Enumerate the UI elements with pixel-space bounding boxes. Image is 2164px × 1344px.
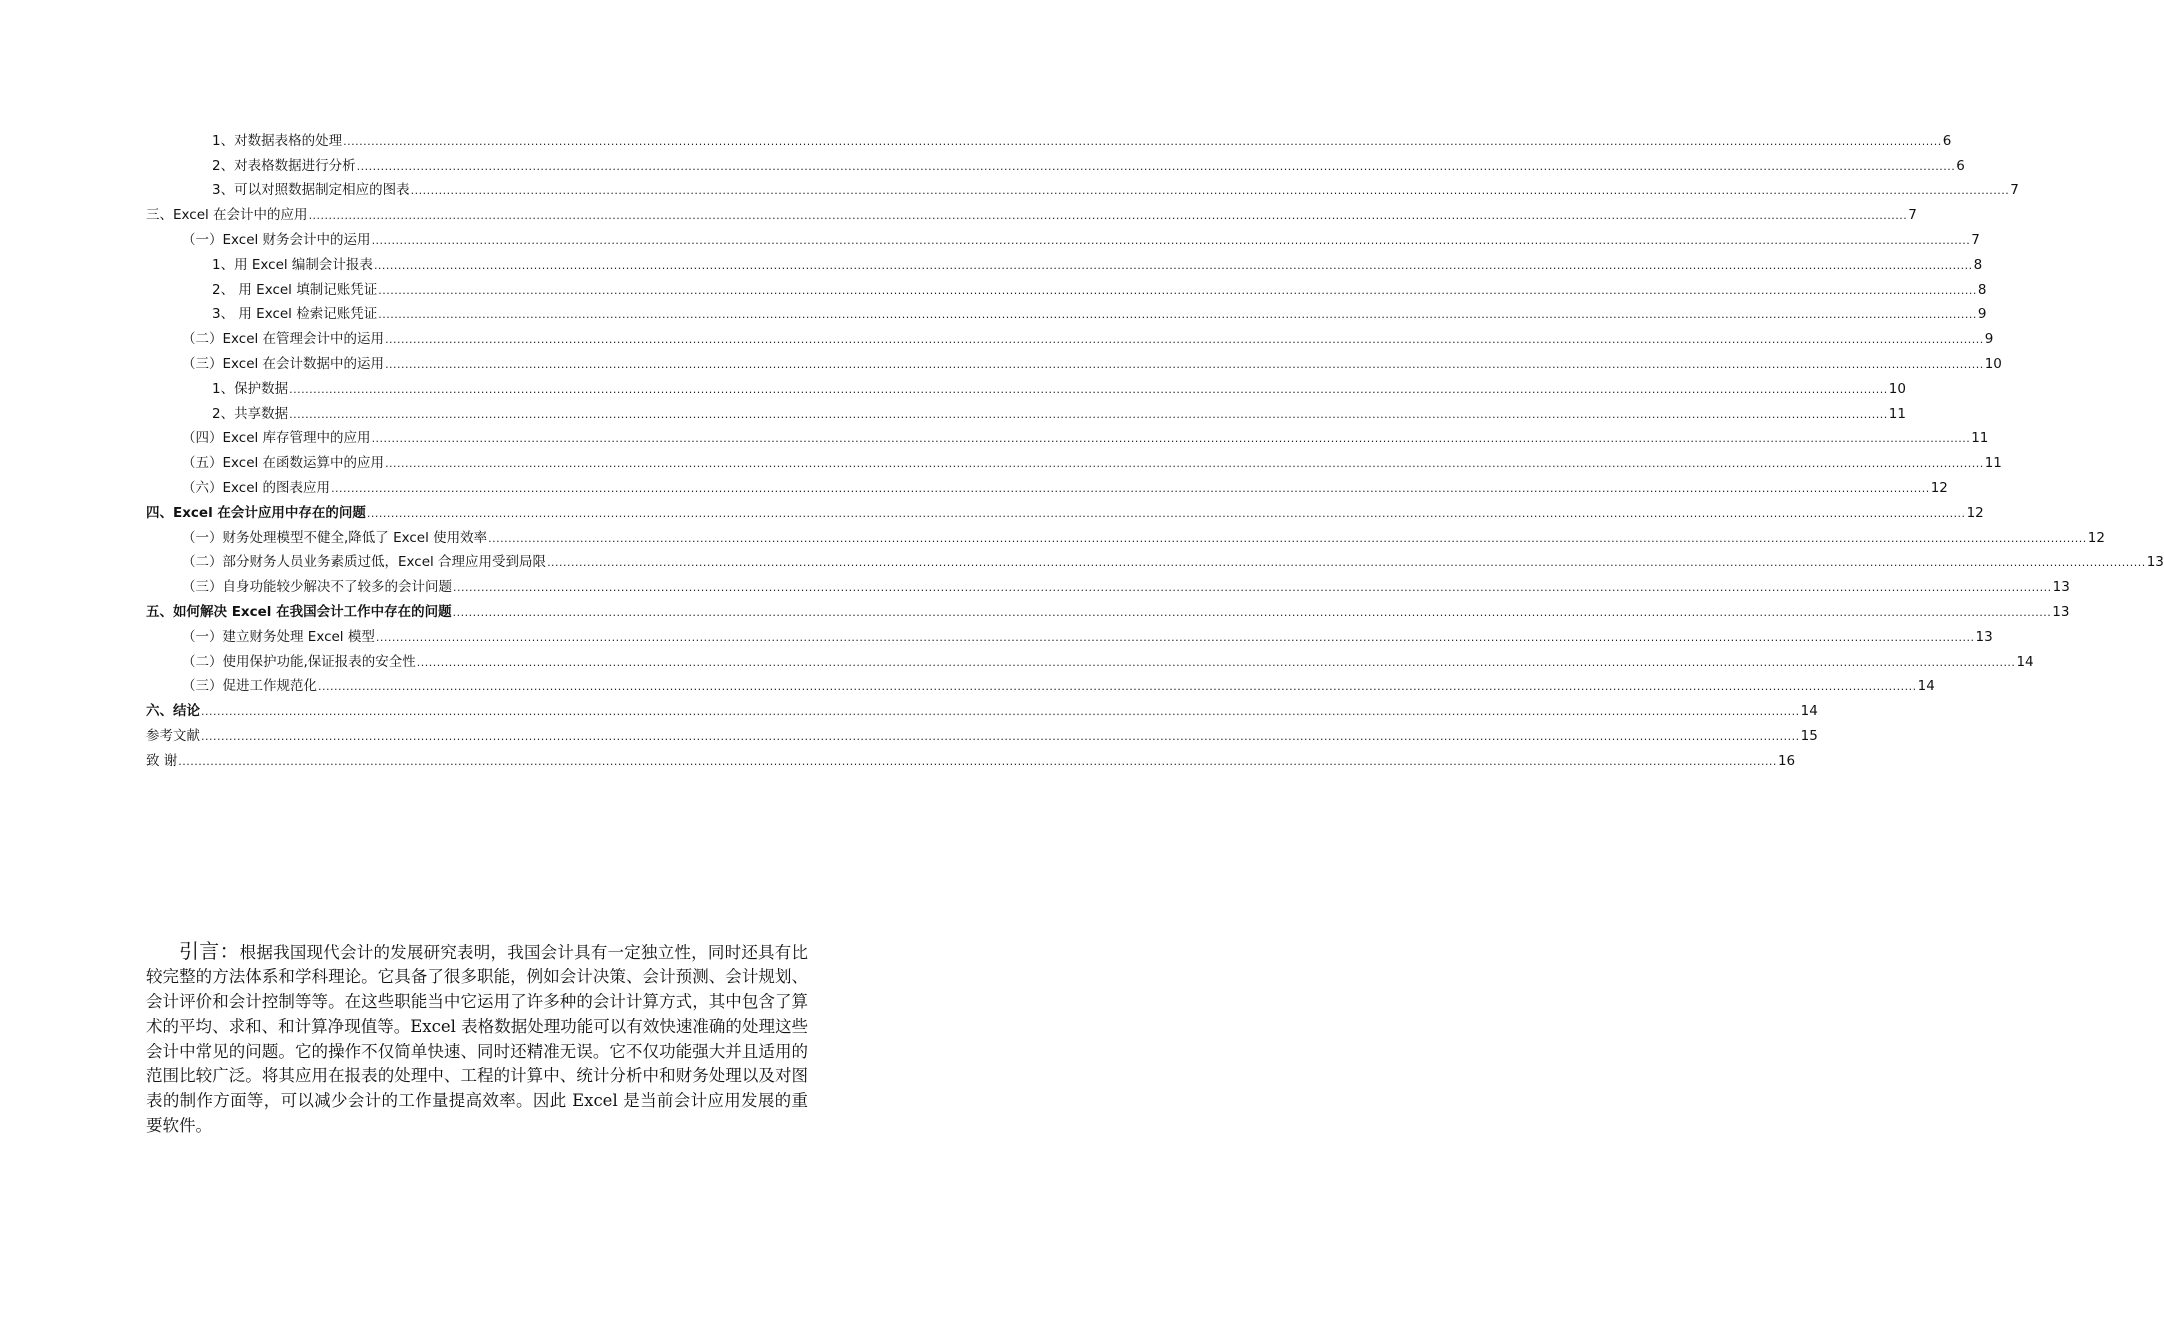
- toc-entry[interactable]: [146, 472, 1948, 497]
- toc-entry[interactable]: [146, 249, 1983, 274]
- toc-entry-page-number: 12: [1966, 504, 1984, 521]
- toc-entry-page-number: 12: [1930, 479, 1948, 496]
- toc-entry-title: （五）Excel 在函数运算中的应用: [182, 455, 385, 472]
- toc-entry-title: （六）Excel 的图表应用: [182, 479, 331, 496]
- toc-entry[interactable]: [146, 150, 1965, 175]
- toc-entry-title: （一）建立财务处理 Excel 模型: [182, 628, 375, 645]
- toc-entry[interactable]: [146, 323, 1994, 348]
- toc-entry-page-number: 13: [2146, 554, 2164, 571]
- toc-leader-dots: ................................................................................................................................................................................................................................................................................................................................................................................................................: [378, 308, 1977, 322]
- toc-leader-dots: ................................................................................................................................................................................................................................................................................................................................................................................................................: [366, 506, 1966, 520]
- toc-entry-title: （二）Excel 在管理会计中的运用: [182, 331, 385, 348]
- toc-leader-dots: ................................................................................................................................................................................................................................................................................................................................................................................................................: [547, 556, 2146, 570]
- toc-leader-dots: ................................................................................................................................................................................................................................................................................................................................................................................................................: [201, 705, 1800, 719]
- toc-entry-title: 2、共享数据: [212, 405, 289, 422]
- toc-entry[interactable]: [146, 547, 2164, 572]
- toc-entry-title: 五、如何解决 Excel 在我国会计工作中存在的问题: [146, 603, 452, 620]
- toc-entry-title: 3、 用 Excel 检索记账凭证: [212, 306, 378, 323]
- toc-leader-dots: ................................................................................................................................................................................................................................................................................................................................................................................................................: [385, 357, 1984, 371]
- toc-entry-page-number: 9: [1984, 331, 1994, 348]
- toc-entry[interactable]: [146, 646, 2034, 671]
- toc-entry[interactable]: [146, 348, 2002, 373]
- toc-entry-title: （一）Excel 财务会计中的运用: [182, 231, 371, 248]
- toc-entry[interactable]: [146, 621, 1993, 646]
- toc-entry-title: 致 谢: [146, 752, 178, 769]
- toc-entry[interactable]: [146, 671, 1935, 696]
- toc-entry-title: 2、对表格数据进行分析: [212, 157, 356, 174]
- toc-entry-page-number: 7: [2010, 182, 2019, 199]
- toc-entry-page-number: 10: [1984, 355, 2002, 372]
- toc-entry[interactable]: [146, 373, 1906, 398]
- toc-entry-title: （二）使用保护功能,保证报表的安全性: [182, 653, 416, 670]
- table-of-contents: [146, 125, 2164, 770]
- toc-leader-dots: ................................................................................................................................................................................................................................................................................................................................................................................................................: [452, 605, 2052, 619]
- toc-entry[interactable]: [146, 175, 2019, 200]
- toc-entry-page-number: 14: [2016, 653, 2034, 670]
- toc-leader-dots: ................................................................................................................................................................................................................................................................................................................................................................................................................: [318, 680, 1917, 694]
- toc-entry-page-number: 16: [1777, 752, 1796, 769]
- toc-entry[interactable]: [146, 745, 1796, 770]
- toc-leader-dots: ................................................................................................................................................................................................................................................................................................................................................................................................................: [385, 333, 1984, 347]
- toc-entry-title: 1、保护数据: [212, 380, 289, 397]
- toc-entry[interactable]: [146, 398, 1906, 423]
- toc-leader-dots: ................................................................................................................................................................................................................................................................................................................................................................................................................: [385, 457, 1984, 471]
- introduction-body: 根据我国现代会计的发展研究表明，我国会计具有一定独立性，同时还具有比较完整的方法体系和学科理论。它具备了很多职能，例如会计决策、会计预测、会计规划、会计评价和会计控制等等。在这些职能当中它运用了许多种的会计计算方式，其中包含了算术的平均、求和、和计算净现值等。Excel 表格数据处理功能可以有效快速准确的处理这些会计中常见的问题。它的操作不仅简单快速、同时还精准无误。它不仅功能强大并且适用的范围比较广泛。将其应用在报表的处理中、工程的计算中、统计分析中和财务处理以及对图表的制作方面等，可以减少会计的工作量提高效率。因此 Excel 是当前会计应用发展的重要软件。: [146, 942, 809, 1136]
- toc-leader-dots: ................................................................................................................................................................................................................................................................................................................................................................................................................: [201, 729, 1800, 743]
- toc-entry-page-number: 11: [1971, 430, 1989, 447]
- toc-leader-dots: ................................................................................................................................................................................................................................................................................................................................................................................................................: [371, 233, 1971, 247]
- toc-entry[interactable]: [146, 571, 2070, 596]
- toc-entry[interactable]: [146, 199, 1917, 224]
- toc-entry-page-number: 14: [1917, 678, 1935, 695]
- toc-entry-title: 1、用 Excel 编制会计报表: [212, 256, 373, 273]
- toc-leader-dots: ................................................................................................................................................................................................................................................................................................................................................................................................................: [375, 630, 1975, 644]
- toc-entry-page-number: 6: [1942, 132, 1952, 149]
- toc-leader-dots: ................................................................................................................................................................................................................................................................................................................................................................................................................: [378, 283, 1977, 297]
- toc-leader-dots: ................................................................................................................................................................................................................................................................................................................................................................................................................: [331, 481, 1930, 495]
- toc-entry[interactable]: [146, 125, 1952, 150]
- toc-entry-page-number: 13: [2052, 603, 2070, 620]
- toc-entry-title: （二）部分财务人员业务素质过低，Excel 合理应用受到局限: [182, 554, 547, 571]
- toc-entry-title: 六、结论: [146, 703, 200, 720]
- toc-leader-dots: ................................................................................................................................................................................................................................................................................................................................................................................................................: [308, 209, 1908, 223]
- toc-entry-page-number: 6: [1956, 157, 1965, 174]
- toc-entry[interactable]: [146, 224, 1980, 249]
- toc-leader-dots: ................................................................................................................................................................................................................................................................................................................................................................................................................: [289, 382, 1888, 396]
- toc-entry-title: （三）促进工作规范化: [182, 678, 317, 695]
- toc-entry-page-number: 7: [1908, 207, 1917, 224]
- toc-leader-dots: ................................................................................................................................................................................................................................................................................................................................................................................................................: [343, 134, 1942, 148]
- toc-entry-page-number: 8: [1977, 281, 1987, 298]
- toc-leader-dots: ................................................................................................................................................................................................................................................................................................................................................................................................................: [416, 655, 2016, 669]
- toc-entry[interactable]: [146, 720, 1818, 745]
- toc-entry[interactable]: [146, 274, 1987, 299]
- toc-leader-dots: ................................................................................................................................................................................................................................................................................................................................................................................................................: [356, 159, 1956, 173]
- toc-entry-title: （一）财务处理模型不健全,降低了 Excel 使用效率: [182, 529, 488, 546]
- toc-entry-page-number: 7: [1971, 231, 1980, 248]
- toc-entry-title: （四）Excel 库存管理中的应用: [182, 430, 371, 447]
- toc-entry-title: （三）自身功能较少解决不了较多的会计问题: [182, 579, 452, 596]
- introduction-label: 引言：: [179, 938, 240, 963]
- toc-entry-page-number: 15: [1800, 727, 1818, 744]
- toc-entry[interactable]: [146, 497, 1984, 522]
- toc-leader-dots: ................................................................................................................................................................................................................................................................................................................................................................................................................: [453, 581, 2052, 595]
- toc-entry[interactable]: [146, 695, 1818, 720]
- toc-entry-page-number: 9: [1977, 306, 1987, 323]
- toc-leader-dots: ................................................................................................................................................................................................................................................................................................................................................................................................................: [289, 407, 1888, 421]
- toc-entry[interactable]: [146, 447, 2002, 472]
- toc-entry[interactable]: [146, 522, 2105, 547]
- toc-leader-dots: ................................................................................................................................................................................................................................................................................................................................................................................................................: [488, 531, 2087, 545]
- toc-leader-dots: ................................................................................................................................................................................................................................................................................................................................................................................................................: [373, 258, 1973, 272]
- toc-entry-title: 3、可以对照数据制定相应的图表: [212, 182, 410, 199]
- toc-entry-title: 1、对数据表格的处理: [212, 132, 343, 149]
- toc-entry-page-number: 10: [1888, 380, 1906, 397]
- toc-leader-dots: ................................................................................................................................................................................................................................................................................................................................................................................................................: [371, 432, 1971, 446]
- toc-entry-page-number: 11: [1984, 455, 2002, 472]
- introduction-paragraph: [146, 939, 808, 1139]
- toc-leader-dots: ................................................................................................................................................................................................................................................................................................................................................................................................................: [410, 184, 2010, 198]
- toc-entry[interactable]: [146, 423, 1989, 448]
- toc-entry-page-number: 11: [1888, 405, 1906, 422]
- toc-entry-title: 三、Excel 在会计中的应用: [146, 207, 308, 224]
- toc-entry[interactable]: [146, 299, 1987, 324]
- toc-entry-page-number: 14: [1800, 703, 1818, 720]
- toc-entry-page-number: 13: [2052, 579, 2070, 596]
- toc-entry[interactable]: [146, 596, 2070, 621]
- toc-entry-page-number: 8: [1973, 256, 1983, 273]
- toc-entry-page-number: 13: [1975, 628, 1993, 645]
- toc-entry-page-number: 12: [2087, 529, 2105, 546]
- toc-leader-dots: ................................................................................................................................................................................................................................................................................................................................................................................................................: [178, 754, 1777, 768]
- toc-entry-title: 四、Excel 在会计应用中存在的问题: [146, 504, 366, 521]
- toc-entry-title: （三）Excel 在会计数据中的运用: [182, 355, 385, 372]
- toc-entry-title: 参考文献: [146, 727, 200, 744]
- toc-entry-title: 2、 用 Excel 填制记账凭证: [212, 281, 378, 298]
